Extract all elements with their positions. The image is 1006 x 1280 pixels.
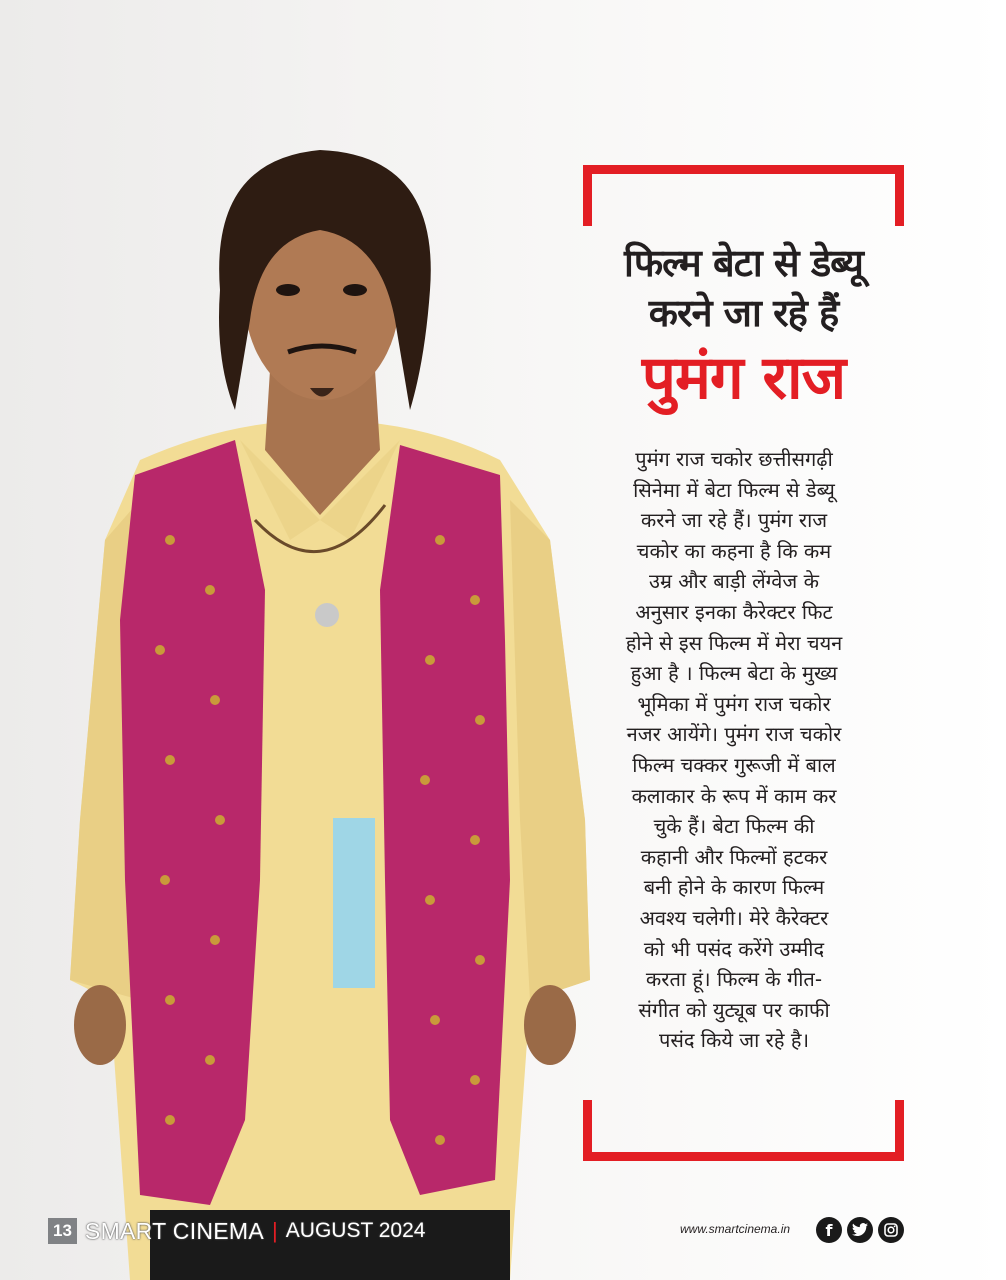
facebook-icon[interactable]: f (816, 1217, 842, 1243)
headline-line-1: फिल्म बेटा से डेब्यू (624, 241, 863, 285)
body-line: सिनेमा में बेटा फिल्म से डेब्यू (633, 477, 835, 502)
twitter-icon[interactable] (847, 1217, 873, 1243)
instagram-icon[interactable] (878, 1217, 904, 1243)
folio-divider: | (272, 1218, 278, 1243)
actor-portrait (30, 120, 630, 1280)
body-line: चकोर का कहना है कि कम (636, 538, 832, 563)
body-line: भूमिका में पुमंग राज चकोर (637, 691, 831, 716)
headline-line-2: करने जा रहे हैं (648, 291, 839, 335)
body-line: चुके हैं। बेटा फिल्म की (653, 814, 815, 839)
body-line: करने जा रहे हैं। पुमंग राज (640, 508, 828, 533)
body-line: होने से इस फिल्म में मेरा चयन (625, 630, 843, 655)
body-line: संगीत को युट्यूब पर काफी (638, 997, 830, 1022)
magazine-name: SMART CINEMA (84, 1217, 265, 1244)
body-line: फिल्म चक्कर गुरूजी में बाल (632, 752, 836, 777)
headline-name: पुमंग राज (641, 343, 846, 413)
body-line: को भी पसंद करेंगे उम्मीद (643, 936, 825, 961)
body-line: करता हूं। फिल्म के गीत- (645, 967, 823, 992)
body-line: हुआ है । फिल्म बेटा के मुख्य (630, 661, 838, 686)
article-body (604, 444, 864, 1056)
body-line: बनी होने के कारण फिल्म (643, 875, 825, 900)
body-line: अवश्य चलेगी। मेरे कैरेक्टर (639, 905, 829, 930)
body-line: अनुसार इनका कैरेक्टर फिट (635, 599, 833, 624)
issue-date: AUGUST 2024 (285, 1219, 426, 1242)
body-line: उम्र और बाड़ी लेंग्वेज के (649, 569, 819, 594)
body-line: पुमंग राज चकोर छत्तीसगढ़ी (635, 447, 833, 471)
frame-bottom-bracket (583, 1100, 904, 1161)
body-line: कहानी और फिल्मों हटकर (640, 844, 828, 869)
page-number: 13 (48, 1218, 77, 1244)
body-line: पसंद किये जा रहे है। (658, 1028, 810, 1053)
body-line: नजर आयेंगे। पुमंग राज चकोर (626, 722, 842, 747)
website-link[interactable]: www.smartcinema.in (680, 1222, 791, 1236)
social-icons (816, 1217, 904, 1243)
frame-top-bracket (583, 165, 904, 226)
body-line: कलाकार के रूप में काम कर (631, 783, 837, 808)
page-folio (48, 1216, 425, 1246)
